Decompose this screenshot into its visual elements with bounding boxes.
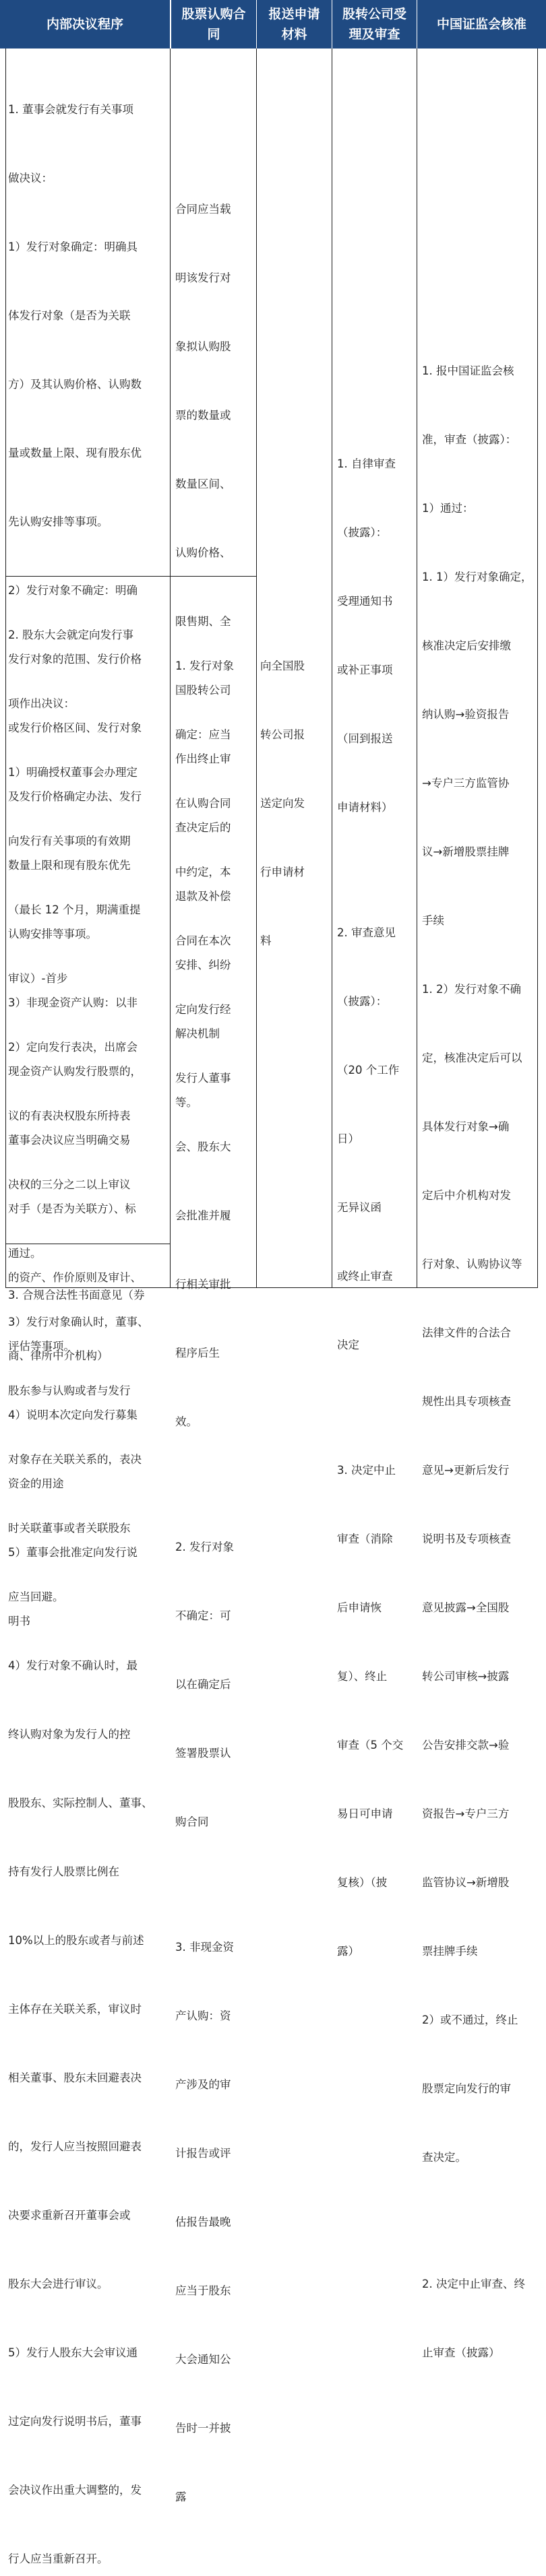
text-line: 核准决定后安排缴	[422, 639, 511, 652]
text-line: 数量区间、	[175, 478, 231, 490]
text-line: 或终止审查	[337, 1270, 393, 1283]
text-line: 受理通知书	[337, 595, 393, 608]
header-label: 股票认购合 同	[181, 7, 246, 42]
text-line: 1. 董事会就发行有关事项	[8, 103, 133, 116]
text-line: 持有发行人股票比例在	[8, 1865, 119, 1878]
text-line: 中约定，本	[175, 866, 231, 878]
text-line: 及发行价格确定办法、发行	[8, 790, 142, 803]
header-label: 中国证监会核准	[436, 17, 526, 32]
text-line: 向发行有关事项的有效期	[8, 835, 131, 847]
text-line: 股票定向发行的审	[422, 2082, 511, 2095]
table-border	[5, 49, 6, 1288]
text-line: 安排、纠纷	[175, 959, 231, 971]
header-internal-resolution	[0, 0, 170, 49]
text-line: 2）或不通过，终止	[422, 2014, 518, 2026]
text-line: 不确定：可	[175, 1609, 231, 1622]
text-line: 5）发行人股东大会审议通	[8, 2346, 138, 2359]
text-line: 10%以上的股东或者与前述	[8, 1934, 144, 1947]
text-line: 3. 决定中止	[337, 1464, 396, 1477]
header-neeq-review	[332, 0, 417, 49]
text-line: 无异议函	[337, 1201, 382, 1214]
text-line: 审查（消除	[337, 1533, 393, 1545]
text-line: 决定	[337, 1339, 359, 1351]
text-line: 对象存在关联关系的，表决	[8, 1453, 142, 1466]
text-line: 过定向发行说明书后，董事	[8, 2415, 142, 2428]
text-line: 复）、终止	[337, 1670, 388, 1683]
text-line: 2. 发行对象	[175, 1541, 234, 1553]
text-line: 估报告最晚	[175, 2216, 231, 2228]
application-submission-cell	[260, 609, 330, 998]
text-line: 1）发行对象确定：明确具	[8, 240, 138, 253]
text-line: 方）及其认购价格、认购数	[8, 378, 142, 391]
text-line: 资报告→专户三方	[422, 1807, 510, 1820]
text-line: 3）非现金资产认购：以非	[8, 996, 138, 1009]
text-line: 定后中介机构对发	[422, 1189, 511, 1202]
text-line: 发行人董事	[175, 1072, 231, 1085]
text-line: 明该发行对	[175, 271, 231, 284]
header-submit-application	[256, 0, 332, 49]
text-line: 发行对象的范围、发行价格	[8, 653, 142, 666]
text-line: 具体发行对象→确	[422, 1120, 510, 1133]
text-line: 1. 报中国证监会核	[422, 364, 514, 377]
text-line: 2）发行对象不确定：明确	[8, 584, 138, 597]
text-line: 项作出决议：	[8, 697, 75, 710]
text-line: 董事会决议应当明确交易	[8, 1134, 131, 1147]
text-line: 国股转公司	[175, 684, 231, 697]
text-line: 时关联董事或者关联股东	[8, 1522, 131, 1535]
text-line: 2. 股东大会就定向发行事	[8, 629, 133, 641]
text-line: 露）	[337, 1945, 359, 1958]
header-label: 报送申请 材料	[268, 7, 320, 42]
text-line: 纳认购→验资报告	[422, 708, 510, 721]
text-line: 4）发行对象不确认时，最	[8, 1659, 138, 1672]
text-line: 现金资产认购发行股票的，	[8, 1065, 142, 1078]
text-line: 解决机制	[175, 1027, 220, 1040]
text-line	[175, 1879, 255, 1890]
text-line: 查决定。	[422, 2151, 466, 2164]
text-line: 购合同	[175, 1815, 209, 1828]
text-line: 票挂牌手续	[422, 1945, 478, 1958]
text-line: 复核）（披	[337, 1876, 388, 1889]
text-line: 效。	[175, 1415, 198, 1428]
text-line: 决权的三分之二以上审议	[8, 1178, 131, 1191]
text-line: 1. 2）发行对象不确	[422, 983, 521, 996]
text-line: 合同应当载	[175, 203, 231, 216]
text-line: 审查（5 个交	[337, 1739, 404, 1751]
text-line: 股股东、实际控制人、董事、	[8, 1797, 153, 1809]
text-line: 2）定向发行表决，出席会	[8, 1041, 138, 1054]
text-line: 票的数量或	[175, 409, 231, 422]
text-line: 易日可申请	[337, 1807, 393, 1820]
text-line: （披露）：	[337, 995, 388, 1008]
text-line: 在认购合同	[175, 797, 231, 810]
text-line: 对手（是否为关联方）、标	[8, 1202, 136, 1215]
text-line: 程序后生	[175, 1347, 220, 1359]
text-line: 签署股票认	[175, 1747, 231, 1760]
text-line: 定，核准决定后可以	[422, 1052, 522, 1064]
text-line: 认购安排等事项。	[8, 928, 97, 940]
text-line: 等。	[175, 1096, 198, 1109]
text-line: （回到报送	[337, 732, 393, 745]
text-line: 意见披露→全国股	[422, 1601, 510, 1614]
text-line: 申请材料）	[337, 801, 393, 814]
contract-scenarios-cell	[175, 609, 255, 2554]
text-line: 以在确定后	[175, 1678, 231, 1691]
text-line: →专户三方监管协	[422, 777, 510, 790]
text-line: 1. 发行对象	[175, 659, 234, 672]
shareholder-resolution-cell	[8, 578, 170, 2576]
neeq-review-cell	[337, 407, 415, 2009]
text-line: 认购价格、	[175, 546, 231, 559]
text-line: 后申请恢	[337, 1601, 382, 1614]
text-line: 计报告或评	[175, 2147, 231, 2160]
header-label: 股转公司受 理及审查	[342, 7, 406, 42]
header-label: 内部决议程序	[46, 17, 123, 32]
text-line: 日）	[337, 1132, 359, 1145]
text-line: 止审查（披露）	[422, 2346, 500, 2359]
header-csrc-approval	[417, 0, 546, 49]
text-line: 退款及补偿	[175, 890, 231, 903]
text-line	[337, 865, 415, 876]
text-line: 审议）-首步	[8, 972, 68, 985]
text-line: （披露）：	[337, 526, 388, 539]
text-line: 1. 自律审查	[337, 457, 396, 470]
text-line: 决要求重新召开董事会或	[8, 2209, 131, 2222]
text-line: 明书	[8, 1615, 30, 1628]
text-line: 象拟认购股	[175, 340, 231, 353]
text-line: 行申请材	[260, 866, 305, 878]
text-line: 规性出具专项核查	[422, 1395, 511, 1408]
text-line: 法律文件的合法合	[422, 1326, 511, 1339]
text-line: 3）发行对象确认时，董事、	[8, 1316, 149, 1328]
text-line: 2. 审查意见	[337, 926, 396, 939]
text-line: 数量上限和现有股东优先	[8, 859, 131, 872]
text-line: 股东参与认购或者与发行	[8, 1384, 131, 1397]
text-line: 股东大会进行审议。	[8, 2278, 109, 2290]
text-line: 定向发行经	[175, 1003, 231, 1016]
text-line: 终认购对象为发行人的控	[8, 1728, 131, 1741]
text-line: 转公司审核→披露	[422, 1670, 510, 1683]
text-line: （20 个工作	[337, 1064, 400, 1076]
text-line: 评估等事项。	[8, 1340, 75, 1353]
text-line: 资金的用途	[8, 1477, 64, 1490]
text-line: 作出终止审	[175, 752, 231, 765]
text-line: 行相关审批	[175, 1278, 231, 1291]
text-line: 1. 1）发行对象确定，	[422, 571, 533, 583]
text-line: 1）明确授权董事会办理定	[8, 766, 138, 779]
text-line: 产涉及的审	[175, 2078, 231, 2091]
text-line: 3. 合规合法性书面意见（券	[8, 1289, 145, 1301]
text-line: 通过。	[8, 1247, 42, 1260]
text-line: 相关董事、股东未回避表决	[8, 2071, 142, 2084]
text-line: 说明书及专项核查	[422, 1533, 511, 1545]
text-line: 公告安排交款→验	[422, 1739, 510, 1751]
column-divider	[256, 49, 257, 1288]
text-line: 意见→更新后发行	[422, 1464, 510, 1477]
text-line: 会批准并履	[175, 1209, 231, 1222]
legal-opinion-cell	[8, 1245, 170, 1407]
text-line: 行对象、认购协议等	[422, 1258, 522, 1270]
text-line: 监管协议→新增股	[422, 1876, 510, 1889]
text-line: 向全国股	[260, 659, 305, 672]
text-line	[337, 1403, 415, 1413]
text-line	[175, 1479, 255, 1490]
text-line: 议→新增股票挂牌	[422, 845, 510, 858]
column-divider	[170, 49, 171, 1288]
header-share-subscription-contract	[171, 0, 256, 49]
text-line: 体发行对象（是否为关联	[8, 309, 131, 322]
text-line: 送定向发	[260, 797, 305, 810]
text-line: 做决议：	[8, 172, 53, 185]
text-line: 1）通过：	[422, 502, 474, 515]
text-line: 商、律所中介机构）	[8, 1349, 109, 1362]
text-line: 料	[260, 934, 272, 947]
text-line: 3. 非现金资	[175, 1941, 234, 1954]
text-line: 大会通知公	[175, 2353, 231, 2366]
text-line: 合同在本次	[175, 934, 231, 947]
text-line: 会、股东大	[175, 1140, 231, 1153]
text-line: 限售期、全	[175, 615, 231, 628]
text-line: 确定：应当	[175, 728, 231, 741]
text-line: 手续	[422, 914, 444, 927]
text-line: 或发行价格区间、发行对象	[8, 721, 142, 734]
text-line: 应当于股东	[175, 2284, 231, 2297]
text-line	[422, 2215, 537, 2227]
text-line: （最长 12 个月，期满重提	[8, 903, 141, 916]
text-line: 量或数量上限、现有股东优	[8, 447, 142, 459]
text-line: 4）说明本次定向发行募集	[8, 1409, 138, 1421]
text-line: 先认购安排等事项。	[8, 515, 109, 528]
text-line: 转公司报	[260, 728, 305, 741]
text-line: 告时一并披	[175, 2422, 231, 2435]
text-line: 查决定后的	[175, 821, 231, 834]
table-border	[537, 49, 538, 1288]
text-line: 5）董事会批准定向发行说	[8, 1546, 138, 1559]
text-line: 行人应当重新召开。	[8, 2552, 109, 2565]
text-line: 应当回避。	[8, 1590, 64, 1603]
text-line: 的，发行人应当按照回避表	[8, 2140, 142, 2153]
text-line: 会决议作出重大调整的，发	[8, 2484, 142, 2497]
csrc-approval-cell	[422, 314, 537, 2410]
text-line: 产认购：资	[175, 2009, 231, 2022]
text-line: 准，审查（披露）：	[422, 433, 517, 446]
text-line: 或补正事项	[337, 664, 393, 676]
text-line: 露	[175, 2490, 187, 2503]
text-line: 2. 决定中止审查、终	[422, 2278, 525, 2290]
text-line: 主体存在关联关系，审议时	[8, 2003, 142, 2016]
text-line: 的资产、作价原则及审计、	[8, 1271, 142, 1284]
text-line: 议的有表决权股东所持表	[8, 1109, 131, 1122]
